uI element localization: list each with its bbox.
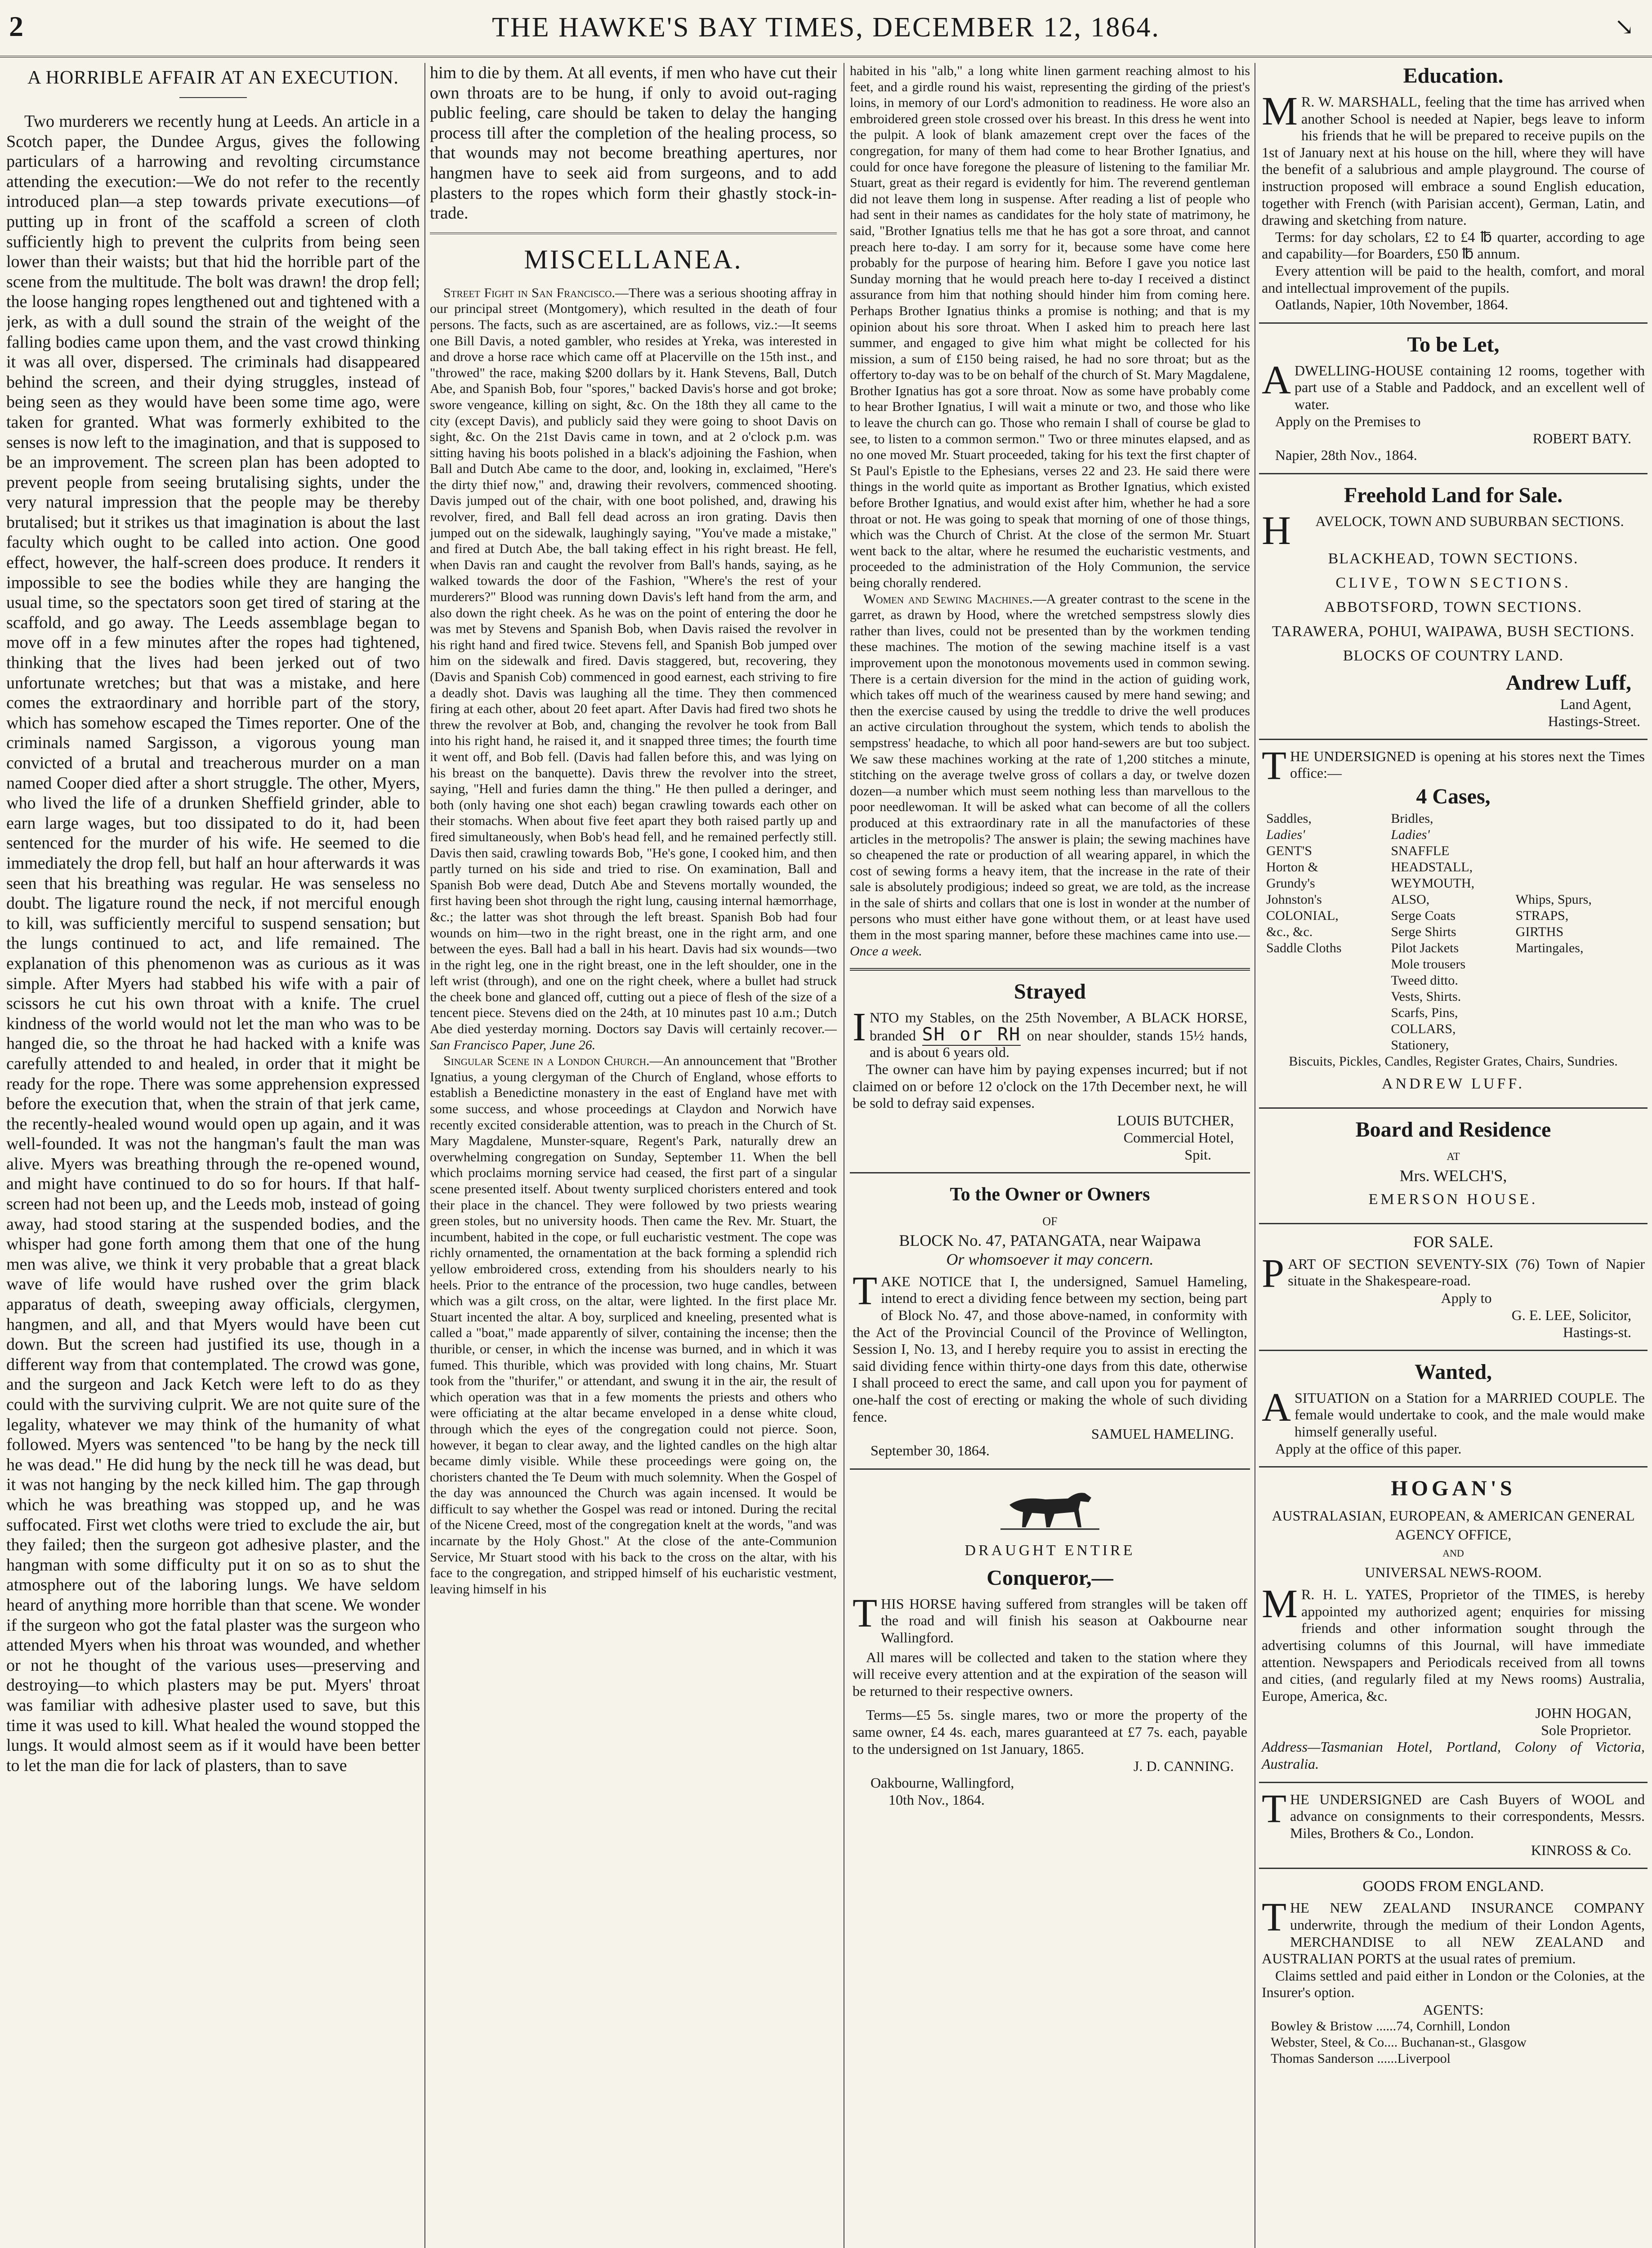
draught-text — [853, 1591, 1247, 1646]
to-let-ad — [1259, 322, 1648, 473]
hogan-signature: JOHN HOGAN, — [1535, 1705, 1631, 1722]
drop-cap: A — [1262, 1385, 1291, 1430]
owner-signature: SAMUEL HAMELING. — [1091, 1426, 1234, 1442]
column-rule — [424, 63, 425, 2248]
to-let-text — [1262, 357, 1645, 413]
stock-item: Horton & — [1266, 859, 1318, 874]
owner-of: OF — [1042, 1214, 1058, 1228]
education-body: R. W. MARSHALL, feeling that the time has arrived when another School is needed at Napier, begs leave to inform his friends that he will be prepared to receive pupils on the 1st of January next at his house on the hill, where they will have the benefit of a salubrious and ample playground. The course of instruction proposed will embrace a sound English education, together with French (with Parisian accent), German, Latin, and drawing and sketching from nature. — [1262, 94, 1645, 228]
for-sale-heading: FOR SALE. — [1413, 1232, 1494, 1251]
owner-body: AKE NOTICE that I, the undersigned, Samuel Hameling, intend to erect a dividing fence between my section, being part of Block No. 47, and those above-named, in conformity with the Act of the Provincial Council of the Province of Wellington, Session I, No. 13, and I hereby require you to assist in erecting the said dividing fence within thirty-one days from this date, otherwise I shall proceed to erect the same, and call upon you for payment of one-half the cost of erecting or making the whole of such dividing fence. — [853, 1273, 1247, 1425]
education-ad — [1259, 63, 1648, 322]
drop-cap: T — [853, 1268, 877, 1313]
goods-agents-label: AGENTS: — [1423, 2001, 1484, 2018]
for-sale-body: ART OF SECTION SEVENTY-SIX (76) Town of Napier situate in the Shakespeare-road. — [1288, 1255, 1645, 1289]
drop-cap: T — [1262, 1895, 1286, 1940]
stock-item — [1516, 843, 1640, 859]
hogan-subheading: AUSTRALASIAN, EUROPEAN, & AMERICAN GENERAL AGENCY OFFICE, — [1272, 1508, 1635, 1543]
strayed-signature: LOUIS BUTCHER, — [1117, 1112, 1234, 1128]
headline-rule — [179, 97, 247, 98]
stock-item: HEADSTALL, — [1391, 859, 1473, 874]
stock-item: &c., &c. — [1266, 924, 1313, 939]
owner-subheading: BLOCK No. 47, PATANGATA, near Waipawa — [899, 1231, 1201, 1249]
column-2 — [430, 63, 837, 2248]
wanted-ad — [1259, 1350, 1648, 1466]
section-title: MISCELLANEA. — [430, 232, 837, 275]
stock-column-1 — [1266, 811, 1391, 1053]
draught-heading: Conqueror,— — [987, 1566, 1113, 1590]
stock-item: GIRTHS — [1515, 924, 1564, 939]
agent-entry: Bowley & Bristow ......74, Cornhill, London — [1271, 2018, 1510, 2034]
owner-text — [853, 1268, 1247, 1425]
sewing-article — [850, 591, 1250, 959]
horse-brand: SH or RH — [922, 1024, 1021, 1045]
sewing-source: —Once a week. — [850, 928, 1250, 959]
for-sale-text — [1262, 1251, 1645, 1296]
stock-item: Stationery, — [1391, 1037, 1449, 1053]
board-name: Mrs. WELCH'S, — [1399, 1166, 1507, 1185]
education-attention: Every attention will be paid to the health, comfort, and moral and intellectual improvement of the pupils. — [1262, 262, 1645, 296]
drop-cap: H — [1262, 508, 1291, 553]
stock-item: Ladies' — [1391, 827, 1430, 842]
hogan-ad — [1259, 1466, 1648, 1781]
stock-item — [1516, 811, 1640, 827]
stock-item: COLONIAL, — [1266, 908, 1339, 923]
london-church-text: —An announcement that "Brother Ignatius, a young clergyman of the Church of England, whose efforts to establish a Benedictine monastery in the east of England have met with some success, and whose proceedings at Claydon and Norwich have recently excited considerable attention, was to preach in the Church of St. Mary Magdalene, Munster-square, Regent's Park, naturally drew an overwhelming congregation on Sunday, September 11. When the bell which proclaims morning service had ceased, the first part of a singular scene presented itself. About twenty surpliced choristers entered and took their place in the chancel. They were followed by two priests wearing green stoles, but no university hoods. Then came the Rev. Mr. Stuart, the incumbent, habited in the cope, or full eucharistic vestment. The cope was richly ornamented, the ornamentation at the back forming a splendid rich yellow embroidered cross, extending from his shoulders nearly to his heels. Prior to the entrance of the procession, two huge candles, between which was a gilt cross, on the altar, were lighted. In the first place Mr. Stuart incented the altar. A boy, surpliced and kneeling, presented what is called a "boat," made apparently of silver, containing the incense; then the thurible, or censer, in which the incense was burned, and in which it was fumed. This thurible, which was provided with long chains, Mr. Stuart took from the "thurifer," or attendant, and swung it in the air, the result of which operation was that in a few moments the priests and others who were officiating at the altar became enveloped in a dense white cloud, through which the eyes of the congregation could not pierce. Soon, however, it began to clear away, and the lighted candles on the high altar became dimly visible. While these proceedings were going on, the choristers chanted the Te Deum with much solemnity. When the Gospel of the day was announced the Church was again incensed. It would be difficult to say whether the Gospel was read or intoned. During the recital of the Nicene Creed, most of the congregation knelt at the words, "and was incarnate by the Holy Ghost." At the close of the ante-Communion Service, Mr Stuart stood with his back to the cross on the altar, with his face to the congregation, and stripped himself of his eucharistic vestment, leaving himself in his — [430, 1053, 837, 1597]
for-sale-ad — [1259, 1223, 1648, 1350]
strayed-heading: Strayed — [1014, 980, 1086, 1004]
for-sale-apply: Apply to — [1441, 1289, 1492, 1306]
drop-cap: M — [1262, 89, 1298, 134]
wool-signature: KINROSS & Co. — [1531, 1842, 1631, 1859]
stock-item — [1516, 827, 1640, 843]
goods-body: HE NEW ZEALAND INSURANCE COMPANY underwrite, through the medium of their London Agents, MERCHANDISE to all NEW ZEALAND and AUSTRALIAN PORTS at the usual rates of premium. — [1262, 1900, 1645, 1967]
column-1 — [6, 63, 420, 2248]
freehold-signature-3: Hastings-Street. — [1548, 713, 1640, 729]
education-terms: Terms: for day scholars, £2 to £4 ℔ quarter, according to age and capability—for Boarders, £50 ℔ annum. — [1262, 228, 1645, 262]
freehold-line-1 — [1262, 508, 1645, 553]
article-body: Two murderers we recently hung at Leeds. An article in a Scotch paper, the Dundee Argus, gives the following particulars of a harrowing and revolting circumstance attending the execution:—We do not refer to the recently introduced plan—a step towards private executions—of putting up in front of the scaffold a screen of cloth sufficiently high to prevent the culprits from being seen lower than their waists; but that hid the horrible part of the scene from the multitude. The bolt was drawn! the drop fell; the loose hanging ropes lengthened out and tightened with a jerk, as with a dull sound the strain of the weight of the falling bodies came upon them, and the vast crowd thinking it was all over, dispersed. The criminals had disappeared behind the screen, and their dying struggles, instead of being seen as they would have been some time ago, were taken for granted. What was formerly exhibited to the senses is now left to the imagination, and that is supposed to be an improvement. The screen plan has been adopted to prevent people from seeing brutalising sights, under the very natural impression that the people may be thereby brutalised; but it strikes us that imagination is about the last faculty which ought to be called into action. One good effect, however, the half-screen does produce. It renders it impossible to see the bodies while they are hanging the usual time, so the spectators soon get tired of staring at the scaffold, and go away. The Leeds assemblage began to move off in a few minutes after the ropes had tightened, thinking that the lives had been jerked out of two unfortunate wretches; but that was a mistake, and here comes the extraordinary and horrible part of the story, which has somehow escaped the Times reporter. One of the criminals named Sargisson, a vigorous young man convicted of a brutal and treacherous murder on a man named Cooper died after a short struggle. The other, Myers, who lived the life of a drunken Sheffield grinder, able to earn large wages, but too dissipated to do it, had been sentenced for the murder of his wife. He seemed to die immediately the drop fell, but half an hour afterwards it was seen that his breathing was regular. He was senseless no doubt. The ligature round the neck, if not merciful enough to kill, was sufficiently merciful to suspend sensation; but the lungs continued to act, and life remained. The explanation of this phenomenon was as curious as it was simple. After Myers had stabbed his wife with a pair of scissors he cut his own throat with a knife. The cruel kindness of the world would not let the man who was to be hanged die, so the throat he had hacked with a knife was carefully attended to and healed, in order that it might be ready for the rope. There was some apprehension expressed before the execution that, when the strain of that jerk came, the recently-healed wound would open up again, and it was well-founded. It was not the hangman's fault the man was alive. Myers was breathing through the re-opened wound, and might have continued to do so for hours. If that half-screen had not been up, and the Leeds mob, instead of going away, had stood staring at the suspended bodies, and the whisper had gone forth among them that one of the hung men was alive, we think it very probable that a great black wave of life would have rushed over the grim black apparatus of death, sweeping away officials, clergymen, hangmen, and all, and that Myers would have been cut down. But the screen had justified its use, though in a different way from that contemplated. The crowd was gone, and the surgeon and Jack Ketch were left to do as they could with the surviving culprit. We are not quite sure of the legality, whatever we may think of the humanity of what followed. Myers was sentenced "to be hang by the neck till he was dead." He did hung by the neck till he was dead, but it was not hanging by the neck killed him. The gap through which he was breathing was stopped up, and he was suffocated. First wet cloths were tried to exclude the air, but they failed; then the surgeon got adhesive plaster, and the hangman with some difficulty put it on so as to shut the atmosphere out of the laboring lungs. We have seldom heard of anything more horrible than that scene. We wonder if the surgeon who got the fatal plaster was the surgeon who attended Myers when his throat was wounded, and whether or not he thought of the various uses—preserving and destroying—to which plasters may be put. Myers' throat was familiar with adhesive plaster used to save, but this time it was used to kill. What healed the wound stopped the lungs. It would almost seem as if it would have been better to let the man die for lack of plasters, than to save — [6, 112, 420, 1775]
hogan-and: AND — [1442, 1548, 1464, 1559]
cases-heading: 4 Cases, — [1416, 784, 1491, 808]
article-headline: A HORRIBLE AFFAIR AT AN EXECUTION. — [27, 67, 399, 88]
street-fight-article — [430, 285, 837, 1053]
owner-notice-ad — [850, 1172, 1250, 1468]
wanted-heading: Wanted, — [1414, 1360, 1492, 1384]
freehold-line-5: TARAWERA, POHUI, WAIPAWA, BUSH SECTIONS. — [1272, 623, 1635, 640]
stock-item: Bridles, — [1391, 811, 1433, 826]
stock-item: Grundy's — [1266, 875, 1315, 891]
column-4 — [1259, 63, 1648, 2248]
freehold-signature-2: Land Agent, — [1560, 696, 1631, 712]
stock-item — [1516, 859, 1640, 875]
stock-item: Saddles, — [1266, 811, 1312, 826]
drop-cap: T — [1262, 743, 1286, 788]
strayed-signature-2: Commercial Hotel, — [1123, 1129, 1234, 1146]
newspaper-title: THE HAWKE'S BAY TIMES, DECEMBER 12, 1864. — [492, 12, 1160, 43]
hogan-address: Address—Tasmanian Hotel, Portland, Colony of Victoria, Australia. — [1262, 1739, 1645, 1772]
wool-body: HE UNDERSIGNED are Cash Buyers of WOOL and advance on consignments to their correspondents, Messrs. Miles, Brothers & Co., London. — [1290, 1791, 1645, 1841]
stock-item: GENT'S — [1266, 843, 1313, 858]
freehold-signature: Andrew Luff, — [1505, 670, 1631, 695]
education-heading: Education. — [1403, 64, 1504, 88]
hogan-body: R. H. L. YATES, Proprietor of the TIMES, is hereby appointed my authorized agent; enquiries for missing friends and other information sought through the advertising columns of this Journal, will have immediate attention. Newspapers and Periodicals received from all towns and cities, (and regularly filed at my News rooms) Australia, Europe, America, &c. — [1262, 1586, 1645, 1704]
street-fight-text: —There was a serious shooting affray in our principal street (Montgomery), which resulted in the death of four persons. The facts, such as are ascertained, are as follows, viz.:—It seems one Bill Davis, a noted gambler, who resides at Yreka, was interested in and drove a horse race which came off at Placerville on the 15th inst., and "throwed" the race, making $200 dollars by it. Hank Stevens, Ball, Dutch Abe, and Spanish Bob, four "spores," backed Davis's horse and got broke; swore vengeance, killing on sight, &c. On the 18th they all came to the city (except Davis), and publicly said they were going to shoot Davis on sight, &c. On the 21st Davis came in town, and at 2 o'clock p.m. was sitting having his boots polished in a black's adjoining the Fashion, when Ball and Dutch Abe came to the door, and, looking in, exclaimed, "Here's the dirty thief now," and, drawing their revolvers, commenced shooting. Davis jumped out of the chair, with one boot polished, and, drawing his revolver, fired, and Ball fell dead across an iron grating. Davis then jumped out on the sidewalk, laughingly saying, "You've made a mistake," and fired at Dutch Abe, the ball taking effect in his right breast. He fell, when Davis ran and caught the revolver from Ball's hands, saying, as he walked towards the door of the Fashion, "Where's the rest of your murderers?" Blood was running down Davis's left hand from the arm, and also down the right cheek. As he was on the point of entering the door he was met by Stevens and Spanish Bob, when Davis raised the revolver in his right hand and fired twice. Stevens fell, and Spanish Bob jumped over him on the sidewalk and fired. Davis staggered, but, recovering, they (Davis and Spanish Cob) commenced in good earnest, each striving to fire a deadly shot. Davis was laughing all the time. They then commenced firing at each other, about 20 feet apart. After Davis had fired two shots he threw the revolver at Bob, and, changing the revolver he took from Ball into his right hand, he raised it, and it snapped three times; the fourth time it went off, and Bob fell. (Davis had fallen before this, and was lying on his breast on the banquette). Davis threw the revolver into the street, saying, "Hell and furies damn the thing." He then pulled a deringer, and both (only having one shot each) began crawling towards each other on their stomachs. When about five feet apart they both raised partly up and fired simultaneously, when Bob's head fell, and he remained perfectly still. Davis then said, crawling towards Bob, "He's gone, I cooked him, and then partly turned on his side and tried to rise. On examination, Ball and Spanish Bob were dead, Dutch Abe and Stevens mortally wounded, the first having been shot through the right lung, causing internal hæmorrhage, &c.; the latter was shot through the left breast. Spanish Bob had four wounds on him—two in the right breast, one in the right arm, and one between the eyes. Ball had a ball in his heart. Davis had six wounds—two in the right leg, one in the right breast, one in the left shoulder, one in the left wrist (through), and one on the right cheek, where a bullet had struck the cheek bone and glanced off, cutting out a piece of flesh of the size of a tencent piece. Stevens died on the 24th, at 10 minutes past 10 a.m.; Dutch Abe died yesterday morning. Doctors say Davis will certainly recover. — [430, 285, 837, 1037]
draught-signature: J. D. CANNING. — [1133, 1758, 1234, 1775]
hogan-text — [1262, 1582, 1645, 1704]
column-3 — [850, 63, 1250, 2248]
strayed-line-2: on near shoulder, stands 15½ hands, and is about 6 years old. — [869, 1027, 1248, 1061]
strayed-text — [853, 1005, 1248, 1061]
undersigned-signature: ANDREW LUFF. — [1381, 1075, 1525, 1092]
to-let-signature: ROBERT BATY. — [1532, 430, 1631, 447]
freehold-line-6: BLOCKS OF COUNTRY LAND. — [1343, 647, 1564, 664]
wanted-body: SITUATION on a Station for a MARRIED COUPLE. The female would undertake to cook, and the male would make himself generally useful. — [1295, 1389, 1645, 1440]
stock-item: ALSO, — [1391, 892, 1430, 907]
wanted-text — [1262, 1385, 1645, 1441]
strayed-line: NTO my Stables, on the 25th November, A BLACK HORSE, branded — [869, 1009, 1247, 1044]
owner-date: September 30, 1864. — [871, 1442, 990, 1459]
sewing-lead: Women and Sewing Machines. — [863, 591, 1033, 607]
drop-cap: M — [1262, 1582, 1298, 1627]
stock-column-2 — [1391, 811, 1515, 1053]
stock-item: Tweed ditto. — [1391, 972, 1458, 988]
draught-terms: Terms—£5 5s. single mares, two or more the property of the same owner, £4 4s. each, mares guaranteed at £7 7s. each, payable to the undersigned on 1st January, 1865. — [853, 1707, 1247, 1757]
education-date: Oatlands, Napier, 10th November, 1864. — [1275, 296, 1509, 313]
hogan-signature-2: Sole Proprietor. — [1541, 1722, 1631, 1739]
street-fight-lead: Street Fight in San Francisco. — [443, 285, 615, 300]
church-continuation: habited in his "alb," a long white linen garment reaching almost to his feet, and a girdle round his waist, representing the girding of the priest's loins, in memory of our Lord's admonition to readiness. He wore also an embroidered green stole crossed over his breast. In this dress he went into the pulpit. A look of blank amazement crept over the faces of the congregation, for many of them had come to hear Brother Ignatius, and could for once have foregone the pleasure of listening to the familiar Mr. Stuart, great as their regard is evidently for him. The reverend gentleman did not leave them long in suspense. After reading a list of people who had sent in their names as candidates for the holy state of matrimony, he said, "Brother Ignatius tells me that he has got a sore throat, and cannot preach here to-day. I am sorry for it, because some have come here probably for the purpose of hearing him. Before I gave you notice last Sunday morning that he would preach here to-day I received a distinct assurance from him that nothing should hinder him from coming here. Perhaps Brother Ignatius thinks a promise is nothing; and that is my opinion about his sore throat. When I asked him to preach here last summer, and engaged to give him what might be collected for his mission, a sum of £150 being raised, he had no sore throat; but as the offertory to-day was to be on behalf of the church of St. Mary Magdalene, Brother Ignatius has got a sore throat. Now as some have probably come to hear Brother Ignatius, I will wait a minute or two, and those who like to leave the church can go. Those who remain I shall of course be glad to see, to listen to a common sermon." Two or three minutes elapsed, and as no one moved Mr. Stuart proceeded, taking for his text the first chapter of St Paul's Epistle to the Ephesians, verses 22 and 23. He said there were things in the world quite as important as Brother Ignatius, which existed before Brother Ignatius, and would exist after him, whether he had a sore throat or not. He was going to speak that morning of one of those things, which was the Church of Christ. At the close of the sermon Mr. Stuart went back to the altar, where he resumed the eucharistic vestments, and proceeded to the administration of the Holy Communion, the service being chorally rendered. — [850, 63, 1250, 590]
board-heading: Board and Residence — [1355, 1117, 1551, 1142]
horse-icon — [996, 1482, 1104, 1536]
stock-tail: Biscuits, Pickles, Candles, Register Grates, Chairs, Sundries. — [1289, 1053, 1618, 1069]
draught-ad — [850, 1468, 1250, 1818]
article-continuation: him to die by them. At all events, if men who have cut their own throats are to be hung, if only to avoid out-raging public feeling, care should be taken to delay the hanging process till after the completion of the healing process, so that wounds may not become breathing apertures, nor hangmen have to seek aid from surgeons, and to add plasters to the ropes which form their ghastly stock-in-trade. — [430, 63, 837, 223]
wool-text — [1262, 1786, 1645, 1842]
freehold-line-3: CLIVE, TOWN SECTIONS. — [1335, 574, 1571, 591]
corner-mark-icon: ↘ — [1614, 14, 1634, 40]
stock-item: STRAPS, — [1515, 908, 1569, 923]
owner-subheading-2: Or whomsoever it may concern. — [946, 1250, 1154, 1268]
goods-heading: GOODS FROM ENGLAND. — [1362, 1878, 1544, 1895]
to-let-apply: Apply on the Premises to — [1275, 413, 1421, 429]
freehold-line-2: BLACKHEAD, TOWN SECTIONS. — [1328, 550, 1579, 567]
board-at: AT — [1447, 1151, 1460, 1163]
to-let-body: DWELLING-HOUSE containing 12 rooms, together with part use of a Stable and Paddock, and an excellent well of water. — [1295, 362, 1645, 412]
freehold-line-4: ABBOTSFORD, TOWN SECTIONS. — [1324, 598, 1583, 616]
goods-text — [1262, 1895, 1645, 1967]
stock-item: SNAFFLE — [1391, 843, 1450, 858]
goods-claims: Claims settled and paid either in London or the Colonies, at the Insurer's option. — [1262, 1967, 1645, 2001]
street-fight-source: —San Francisco Paper, June 26. — [430, 1021, 837, 1053]
to-let-date: Napier, 28th Nov., 1864. — [1275, 447, 1417, 464]
hogan-subheading-2: UNIVERSAL NEWS-ROOM. — [1365, 1564, 1542, 1581]
stock-item: WEYMOUTH, — [1391, 875, 1475, 891]
board-house: EMERSON HOUSE. — [1368, 1191, 1538, 1208]
education-text — [1262, 89, 1645, 229]
draught-body: HIS HORSE having suffered from strangles will be taken off the road and will finish his season at Oakbourne near Wallingford. — [880, 1595, 1247, 1646]
agent-entry: Webster, Steel, & Co.... Buchanan-st., Glasgow — [1271, 2034, 1527, 2050]
board-ad — [1259, 1107, 1648, 1223]
stock-item: Saddle Cloths — [1266, 940, 1342, 955]
drop-cap: T — [1262, 1786, 1286, 1831]
stock-item: Serge Coats — [1391, 908, 1456, 923]
for-sale-signature-2: Hastings-st. — [1563, 1324, 1631, 1340]
for-sale-signature: G. E. LEE, Solicitor, — [1511, 1307, 1631, 1323]
draught-place: Oakbourne, Wallingford, — [871, 1775, 1014, 1791]
goods-ad — [1259, 1868, 1648, 2076]
drop-cap: I — [853, 1005, 866, 1050]
draught-text-2: All mares will be collected and taken to the station where they will receive every attention and at the expiration of the season will be returned to their respective owners. — [853, 1649, 1247, 1699]
undersigned-text — [1262, 743, 1645, 788]
london-church-article — [430, 1053, 837, 1597]
stock-item: Johnston's — [1266, 892, 1322, 907]
stock-list — [1262, 811, 1645, 1053]
hogan-heading: HOGAN'S — [1391, 1476, 1516, 1501]
wool-ad — [1259, 1782, 1648, 1868]
stock-item: Martingales, — [1515, 940, 1584, 955]
freehold-heading: Freehold Land for Sale. — [1344, 483, 1563, 507]
london-church-lead: Singular Scene in a London Church. — [443, 1053, 650, 1069]
draught-label: DRAUGHT ENTIRE — [964, 1542, 1135, 1559]
to-let-heading: To be Let, — [1407, 332, 1500, 357]
strayed-ad — [850, 968, 1250, 1172]
freehold-ad — [1259, 473, 1648, 739]
masthead — [0, 0, 1652, 58]
wanted-apply: Apply at the office of this paper. — [1275, 1440, 1462, 1457]
stock-item: Whips, Spurs, — [1515, 892, 1592, 907]
undersigned-body: HE UNDERSIGNED is opening at his stores next the Times office:— — [1290, 748, 1645, 781]
stock-item — [1516, 875, 1640, 892]
stock-item: Ladies' — [1266, 827, 1305, 842]
freehold-line-1-text: AVELOCK, TOWN AND SUBURBAN SECTIONS. — [1315, 513, 1624, 529]
undersigned-ad — [1259, 739, 1648, 1107]
drop-cap: A — [1262, 357, 1291, 402]
owner-heading: To the Owner or Owners — [950, 1184, 1150, 1205]
strayed-signature-3: Spit. — [1184, 1146, 1211, 1163]
stock-item: Pilot Jackets — [1391, 940, 1459, 955]
agent-entry: Thomas Sanderson ......Liverpool — [1271, 2051, 1451, 2066]
stock-item: Mole trousers — [1391, 956, 1466, 972]
page-number: 2 — [9, 10, 23, 42]
draught-date: 10th Nov., 1864. — [889, 1791, 985, 1808]
stock-item: Vests, Shirts. — [1391, 989, 1461, 1004]
stock-column-3 — [1516, 811, 1640, 1053]
strayed-terms: The owner can have him by paying expenses incurred; but if not claimed on or before 12 o'clock on the 17th December next, he will be sold to defray said expenses. — [853, 1061, 1247, 1111]
sewing-text: —A greater contrast to the scene in the garret, as drawn by Hood, where the wretched sempstress slowly dies rather than lives, could not be presented than by the workmen tending these machines. The motion of the sewing machine itself is a vast improvement upon the monotonous movements used in common sewing. There is a certain diversion for the mind in the action of guiding work, which takes off much of the weariness caused by mere hand sewing; and then the exercise caused by using the treddle to drive the well produces an active circulation throughout the system, which tends to abolish the sempstress' headache, to which all poor hand-sewers are but too subject. We saw these machines working at the rate of 1,200 stitches a minute, stitching on the average twelve gross of collars a day, or twelve dozen dozen—a number which must seem nothing less than marvellous to the poor needlewoman. It will be asked what can become of all the collers produced at this extraordinary rate in all the manufactories of these articles in the metropolis? The answer is plain; the sewing machines have so cheapened the rate or production of all wearing apparel, in which the cost of sewing forms a heavy item, that the increase in the rate of their sale is absolutely prodigious; indeed so great, we are told, as the increase in the sale of shirts and collars that one is lost in wonder at the number of persons who must either have gone without them, or at least have used them in the most sparing manner, before these machines came into use. — [850, 591, 1250, 943]
stock-item: Scarfs, Pins, — [1391, 1005, 1458, 1020]
stock-item: COLLARS, — [1391, 1021, 1456, 1036]
stock-item: Serge Shirts — [1391, 924, 1456, 939]
drop-cap: T — [853, 1591, 877, 1636]
drop-cap: P — [1262, 1251, 1285, 1296]
